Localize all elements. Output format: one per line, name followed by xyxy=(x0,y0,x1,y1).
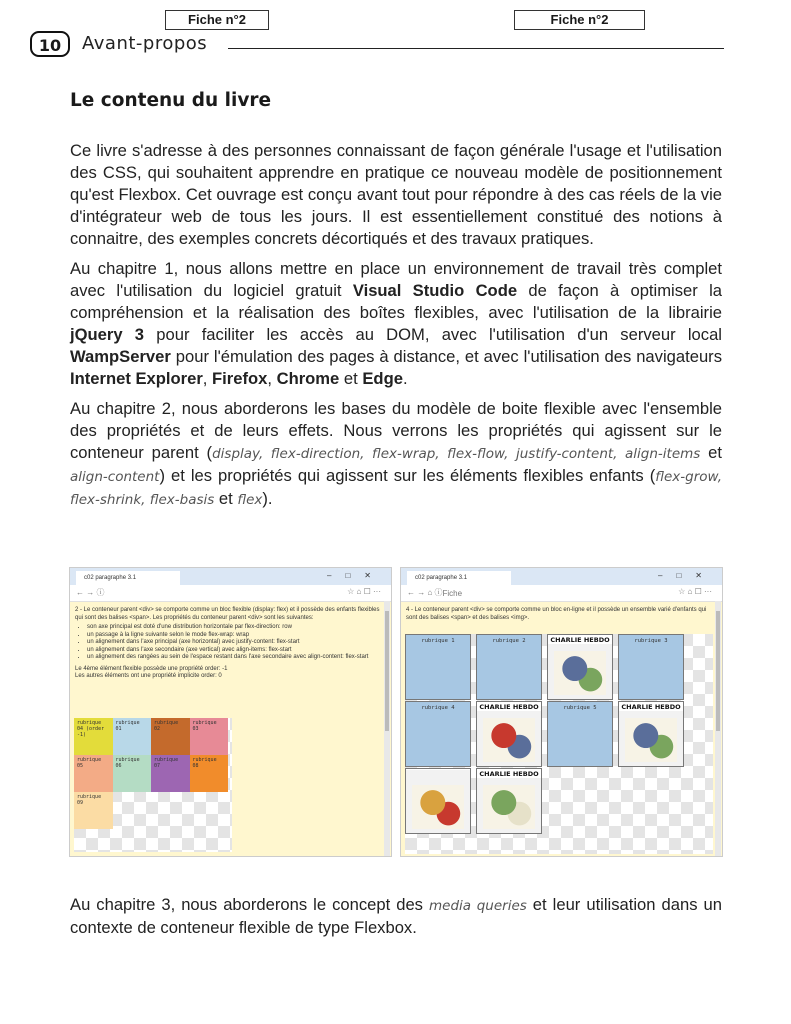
flex-span-box: rubrique 1 xyxy=(405,634,471,700)
demo-note: Le 4ème élément flexible possède une propriété order: -1 xyxy=(75,665,228,672)
flex-item: rubrique 02 xyxy=(151,718,190,755)
cover-masthead: CHARLIE HEBDO xyxy=(477,702,541,711)
section-title: Le contenu du livre xyxy=(70,90,272,111)
cover-masthead: CHARLIE HEBDO xyxy=(477,769,541,778)
flex-span-box: rubrique 2 xyxy=(476,634,542,700)
cover-image xyxy=(547,634,613,700)
window-controls: –□✕ xyxy=(658,571,716,580)
cover-masthead xyxy=(406,769,470,770)
flex-item: rubrique 01 xyxy=(113,718,152,755)
browser-tab: c02 paragraphe 3.1 xyxy=(407,571,511,585)
flex-container xyxy=(74,718,232,852)
demo-note: Les autres éléments ont une propriété implicite order: 0 xyxy=(75,673,222,679)
demo-description xyxy=(70,602,391,681)
scrollbar[interactable] xyxy=(715,601,721,856)
demo-bullets: • son axe principal est doté d'une distribution horizontale par flex-direction: row • un passage à la ligne suivante selon le mode flex-wrap: wrap • un alignement dans l'axe principal (axe horizontal) avec justify-content: flex-start • un alignement dans l'axe secondaire (axe vertical) avec align-items: flex-start • un alignement des rangées au sein de l'espace restant dans l'axe secondaire avec align-content: flex-start xyxy=(87,624,386,662)
flex-item: rubrique 09 xyxy=(74,792,113,829)
paragraph-3: Au chapitre 2, nous aborderons les bases du modèle de boite flexible avec l'ensemble des propriétés et de leurs effets. Nous verrons les propriétés qui agissent sur le conteneur parent (display, flex-direction, flex-wrap, flex-flow, justify-content, align-items et align-content) et les propriétés qui agissent sur les éléments flexibles enfants (flex-grow, flex-shrink, flex-basis et flex). xyxy=(70,399,722,508)
flex-span-box: rubrique 4 xyxy=(405,701,471,767)
nav-arrows-icon: ← → ⓘ xyxy=(76,588,105,597)
browser-tab: c02 paragraphe 3.1 xyxy=(76,571,180,585)
flex-container xyxy=(405,634,713,854)
address-bar xyxy=(401,585,722,602)
demo-intro: 2 - Le conteneur parent <div> se comporte comme un bloc flexible (display: flex) et il possède des enfants flexibles qui sont des balises <span>. Les propriétés du conteneur parent <div> sont les suivantes: xyxy=(75,607,380,621)
cover-illustration xyxy=(625,718,677,762)
nav-arrows-icon: ← → ⌂ ⓘ Fiche xyxy=(407,588,463,598)
flex-item: rubrique 04 (order -1) xyxy=(74,718,113,755)
cover-illustration xyxy=(554,651,606,695)
header-rule xyxy=(228,48,724,49)
cover-masthead: CHARLIE HEBDO xyxy=(619,702,683,711)
screenshot-right xyxy=(400,567,723,857)
cover-image xyxy=(405,768,471,834)
fiche-label-right: Fiche n°2 xyxy=(514,10,645,30)
browser-titlebar xyxy=(401,568,722,585)
demo-description xyxy=(401,602,722,622)
flex-item: rubrique 08 xyxy=(190,755,229,792)
cover-image xyxy=(618,701,684,767)
cover-illustration xyxy=(412,785,464,829)
flex-item: rubrique 03 xyxy=(190,718,229,755)
fiche-label-left: Fiche n°2 xyxy=(165,10,269,30)
browser-titlebar xyxy=(70,568,391,585)
demo-intro: 4 - Le conteneur parent <div> se comporte comme un bloc en-ligne et il possède un ensemble varié d'enfants qui sont des balises <span> et des balises <img>. xyxy=(406,607,707,621)
paragraph-2: Au chapitre 1, nous allons mettre en place un environnement de travail très complet avec l'utilisation du logiciel gratuit Visual Studio Code de façon à optimiser la compréhension et la réalisation des boîtes flexibles, avec l'utilisation de la librairie jQuery 3 pour faciliter les accès au DOM, avec l'utilisation d'un serveur local WampServer pour l'émulation des pages à distance, et avec l'utilisation des navigateurs Internet Explorer, Firefox, Chrome et Edge. xyxy=(70,259,722,388)
cover-illustration xyxy=(483,718,535,762)
toolbar-icons: ☆ ⌂ ☐ ··· xyxy=(678,587,712,596)
flex-item: rubrique 05 xyxy=(74,755,113,792)
chapter-title: Avant-propos xyxy=(82,33,208,54)
toolbar-icons: ☆ ⌂ ☐ ··· xyxy=(347,587,381,596)
cover-image xyxy=(476,768,542,834)
cover-masthead: CHARLIE HEBDO xyxy=(548,635,612,644)
cover-illustration xyxy=(483,785,535,829)
paragraph-1: Ce livre s'adresse à des personnes connaissant de façon générale l'usage et l'utilisation des CSS, qui souhaitent apprendre en pratique ce nouveau modèle de positionnement qu'est Flexbox. Cet ouvrage est conçu avant tout pour répondre à des cas réels de la vie d'intégrateur web de tous les jours. Il est essentiellement constitué des notions à connaitre, des exemples concrets décortiqués et des travaux pratiques. xyxy=(70,141,722,248)
screenshot-left xyxy=(69,567,392,857)
flex-span-box: rubrique 5 xyxy=(547,701,613,767)
body-text xyxy=(70,140,722,519)
flex-item: rubrique 06 xyxy=(113,755,152,792)
address-bar xyxy=(70,585,391,602)
scrollbar[interactable] xyxy=(384,601,390,856)
cover-image xyxy=(476,701,542,767)
window-controls: –□✕ xyxy=(327,571,385,580)
paragraph-4: Au chapitre 3, nous aborderons le concept des media queries et leur utilisation dans un contexte de conteneur flexible de type Flexbox. xyxy=(70,895,722,937)
page-number: 10 xyxy=(30,31,70,57)
flex-item: rubrique 07 xyxy=(151,755,190,792)
flex-span-box: rubrique 3 xyxy=(618,634,684,700)
